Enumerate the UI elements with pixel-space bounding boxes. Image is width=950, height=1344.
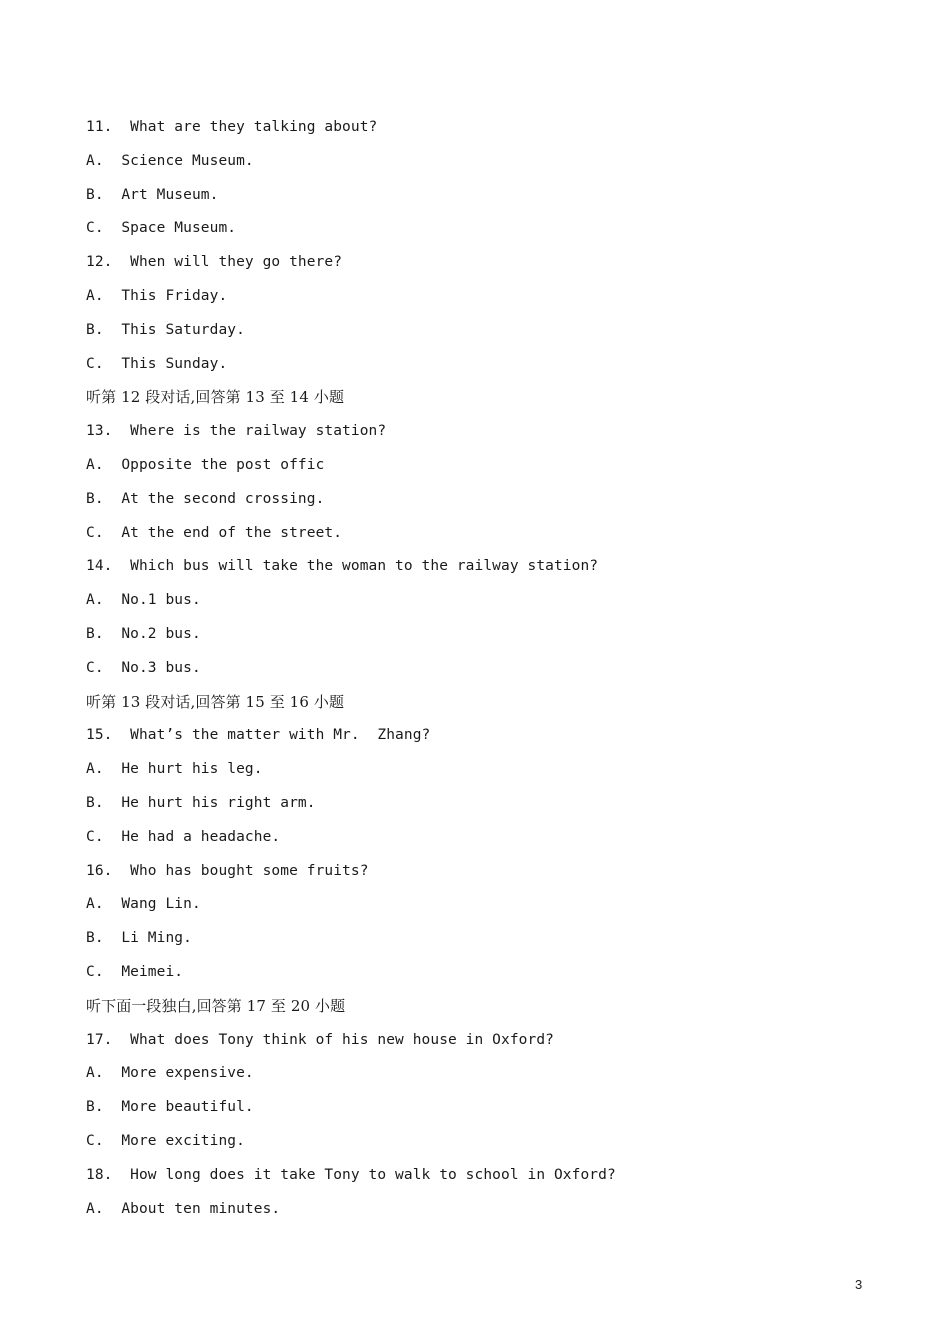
option-15-a: A. He hurt his leg. [86, 761, 263, 778]
option-12-c: C. This Sunday. [86, 355, 228, 372]
option-14-b: B. No.2 bus. [86, 625, 201, 642]
question-list [86, 114, 886, 1229]
option-12-b: B. This Saturday. [86, 321, 245, 338]
option-11-a: A. Science Museum. [86, 152, 254, 169]
question-16: 16. Who has bought some fruits? [86, 862, 369, 879]
question-14: 14. Which bus will take the woman to the railway station? [86, 558, 599, 575]
question-18: 18. How long does it take Tony to walk to school in Oxford? [86, 1166, 616, 1183]
option-13-a: A. Opposite the post offic [86, 456, 325, 473]
section-instruction-dialogue-13: 听第 13 段对话,回答第 15 至 16 小题 [86, 692, 345, 711]
question-17: 17. What does Tony think of his new house in Oxford? [86, 1031, 554, 1048]
option-16-c: C. Meimei. [86, 963, 184, 980]
page-number: 3 [855, 1277, 863, 1292]
option-15-b: B. He hurt his right arm. [86, 794, 316, 811]
option-17-a: A. More expensive. [86, 1065, 254, 1082]
option-13-b: B. At the second crossing. [86, 490, 325, 507]
question-11: 11. What are they talking about? [86, 119, 378, 135]
option-14-a: A. No.1 bus. [86, 592, 201, 609]
option-18-a: A. About ten minutes. [86, 1200, 281, 1217]
option-16-a: A. Wang Lin. [86, 896, 201, 913]
option-16-b: B. Li Ming. [86, 930, 192, 947]
section-instruction-monologue: 听下面一段独白,回答第 17 至 20 小题 [86, 996, 346, 1015]
option-11-c: C. Space Museum. [86, 220, 237, 237]
option-15-c: C. He had a headache. [86, 828, 281, 845]
option-14-c: C. No.3 bus. [86, 659, 201, 676]
option-13-c: C. At the end of the street. [86, 524, 343, 541]
question-13: 13. Where is the railway station? [86, 423, 387, 440]
question-12: 12. When will they go there? [86, 254, 343, 271]
section-instruction-dialogue-12: 听第 12 段对话,回答第 13 至 14 小题 [86, 388, 345, 407]
option-17-b: B. More beautiful. [86, 1099, 254, 1116]
option-11-b: B. Art Museum. [86, 186, 219, 203]
option-12-a: A. This Friday. [86, 287, 228, 304]
question-15: 15. What’s the matter with Mr. Zhang? [86, 727, 431, 744]
option-17-c: C. More exciting. [86, 1132, 245, 1149]
